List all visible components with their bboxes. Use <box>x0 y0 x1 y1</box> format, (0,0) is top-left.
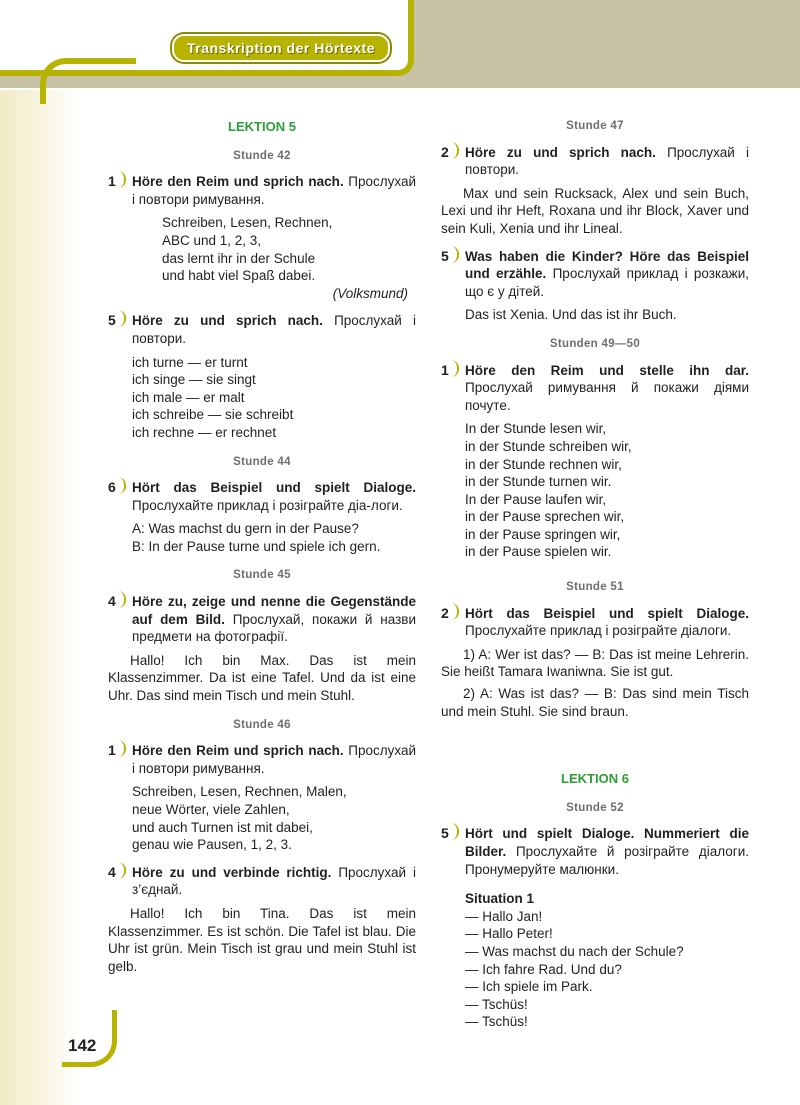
header-title-badge <box>172 34 390 62</box>
task-number: 1 <box>108 173 116 190</box>
stunde-46-heading: Stunde 46 <box>233 718 291 731</box>
dialog-line: — Tschüs! <box>465 996 528 1012</box>
poem-line: neue Wörter, viele Zahlen, <box>132 802 290 817</box>
poem-42 <box>108 214 416 302</box>
poem-line: in der Pause spielen wir. <box>465 544 612 560</box>
task-51-2 <box>441 605 749 640</box>
poem-source: (Volksmund) <box>332 285 408 301</box>
task-number: 5 <box>108 312 116 329</box>
task-46-4 <box>108 864 416 899</box>
text-51-1: 1) A: Wer ist das? — B: Das ist meine Lehrerin. Sie heißt Tamara Iwaniwna. Sie ist gut. <box>441 646 749 680</box>
task-instruction-uk: Прослухайте приклад і розіграйте діа-логи. <box>132 497 403 513</box>
poem-line: In der Stunde lesen wir, <box>465 421 607 437</box>
task-47-5 <box>441 248 749 301</box>
task-instruction-uk: Прослухайте й розіграйте діалоги. Пронумеруйте малюнки. <box>465 844 749 877</box>
task-instruction-de: Was haben die Kinder? Höre das Beispiel und erzähle. <box>465 248 749 282</box>
word-line: ich turne — er turnt <box>132 354 248 370</box>
stunde-52-heading: Stunde 52 <box>566 801 624 814</box>
task-number: 6 <box>108 479 116 496</box>
stunde-42-heading: Stunde 42 <box>233 149 291 162</box>
dialog-line: — Tschüs! <box>465 1014 528 1030</box>
poem-line: in der Pause sprechen wir, <box>465 509 625 525</box>
header-decor-curve <box>40 58 136 104</box>
example-47: Das ist Xenia. Und das ist ihr Buch. <box>465 307 677 323</box>
task-instruction-de: Höre zu und sprich nach. <box>132 313 323 329</box>
stunde-47-heading: Stunde 47 <box>566 120 624 132</box>
stunde-45-heading: Stunde 45 <box>233 569 291 582</box>
text-47: Max und sein Rucksack, Alex und sein Buch, Lexi und ihr Heft, Roxana und ihr Block, Xaver und sein Kuli, Xenia und ihr Lineal. <box>441 185 749 236</box>
task-number: 2 <box>441 143 449 160</box>
lektion-6-heading: LEKTION 6 <box>561 771 629 787</box>
task-instruction-de: Höre den Reim und sprich nach. <box>132 743 344 759</box>
dialog-line: B: In der Pause turne und spiele ich gern. <box>132 538 381 554</box>
task-instruction-uk: Прослухай і з’єднай. <box>132 864 416 898</box>
poem-line: in der Pause springen wir, <box>465 526 621 542</box>
side-decoration-strip <box>0 90 80 1105</box>
task-46-1 <box>108 742 416 777</box>
dialog-line: — Hallo Jan! <box>465 908 543 924</box>
task-instruction-de: Höre zu, zeige und nenne die Gegenstände auf dem Bild. <box>132 594 416 627</box>
task-instruction-de: Hört das Beispiel und spielt Dialoge. <box>465 605 749 621</box>
task-number: 4 <box>108 863 116 880</box>
task-number: 5 <box>441 247 449 264</box>
text-45: Hallo! Ich bin Max. Das ist mein Klassenzimmer. Da ist eine Tafel. Und da ist eine Uhr. Das sind mein Tisch und mein Stuhl. <box>108 652 416 704</box>
task-instruction-de: Hört und spielt Dialoge. Nummeriert die Bilder. <box>465 826 749 859</box>
task-instruction-de: Höre zu und verbinde richtig. <box>132 864 332 880</box>
lektion-5-heading: LEKTION 5 <box>228 119 296 134</box>
dialog-line: — Ich fahre Rad. Und du? <box>465 961 622 977</box>
task-instruction-uk: Прослухай і повтори. <box>132 313 416 346</box>
task-instruction-de: Höre den Reim und stelle ihn dar. <box>465 362 749 378</box>
task-47-2 <box>441 144 749 179</box>
header-title: Transkription der Hörtexte <box>186 40 376 56</box>
task-number: 1 <box>441 361 449 378</box>
task-number: 1 <box>108 742 116 759</box>
task-instruction-uk: Прослухайте приклад і розіграйте діалоги. <box>465 623 732 639</box>
task-number: 5 <box>441 825 449 842</box>
poem-line: ABC und 1, 2, 3, <box>162 232 262 248</box>
poem-49-50 <box>441 420 749 561</box>
left-column <box>108 112 416 979</box>
poem-line: Schreiben, Lesen, Rechnen, <box>162 215 333 231</box>
dialog-line: — Ich spiele im Park. <box>465 979 593 995</box>
poem-46 <box>108 783 416 853</box>
right-column <box>441 112 749 1031</box>
task-instruction-de: Höre zu und sprich nach. <box>465 144 656 160</box>
task-instruction-uk: Прослухай римування й покажи діями почуте. <box>465 380 749 413</box>
task-42-5 <box>108 312 416 347</box>
poem-line: genau wie Pausen, 1, 2, 3. <box>132 837 292 853</box>
task-42-1 <box>108 173 416 208</box>
task-49-1 <box>441 362 749 415</box>
poem-line: In der Pause laufen wir, <box>465 491 607 507</box>
task-instruction-uk: Прослухай і повтори римування. <box>132 743 416 776</box>
stunden-49-50-heading: Stunden 49—50 <box>549 337 641 350</box>
task-number: 4 <box>108 593 116 610</box>
text-46: Hallo! Ich bin Tina. Das ist mein Klassenzimmer. Es ist schön. Die Tafel ist blau. Die Uhr ist grün. Mein Tisch ist grau und mein Stuhl ist gelb. <box>108 905 416 974</box>
poem-line: in der Stunde schreiben wir, <box>465 438 632 454</box>
stunde-51-heading: Stunde 51 <box>566 581 624 594</box>
poem-line: und habt viel Spaß dabei. <box>162 268 316 284</box>
task-44-6 <box>108 479 416 514</box>
poem-line: und auch Turnen ist mit dabei, <box>132 819 313 835</box>
task-instruction-uk: Прослухай, покажи й назви предмети на фотографії. <box>132 611 416 645</box>
task-instruction-uk: Прослухай і повтори римування. <box>132 174 416 207</box>
dialog-44 <box>108 520 416 555</box>
task-instruction-de: Höre den Reim und sprich nach. <box>132 174 344 190</box>
poem-line: das lernt ihr in der Schule <box>162 250 316 266</box>
page-number: 142 <box>68 1036 97 1055</box>
word-line: ich rechne — er rechnet <box>132 424 277 440</box>
word-list-42 <box>108 354 416 442</box>
task-instruction-de: Hört das Beispiel und spielt Dialoge. <box>132 480 416 496</box>
word-line: ich male — er malt <box>132 389 245 405</box>
poem-line: Schreiben, Lesen, Rechnen, Malen, <box>132 784 347 800</box>
task-52-5 <box>441 825 749 878</box>
task-instruction-uk: Прослухай і повтори. <box>465 144 749 178</box>
stunde-44-heading: Stunde 44 <box>233 455 291 468</box>
word-line: ich singe — sie singt <box>132 372 256 388</box>
dialog-line: — Hallo Peter! <box>465 926 553 942</box>
situation-title: Situation 1 <box>465 891 535 907</box>
situation-1 <box>441 890 749 1031</box>
task-45-4 <box>108 593 416 646</box>
poem-line: in der Stunde turnen wir. <box>465 474 612 490</box>
task-instruction-uk: Прослухай приклад і розкажи, що є у дітей. <box>465 266 750 299</box>
text-51-2: 2) A: Was ist das? — B: Das sind mein Tisch und mein Stuhl. Sie sind braun. <box>441 686 749 719</box>
dialog-line: A: Was machst du gern in der Pause? <box>132 521 359 537</box>
dialog-line: — Was machst du nach der Schule? <box>465 943 684 959</box>
task-number: 2 <box>441 604 449 621</box>
word-line: ich schreibe — sie schreibt <box>132 407 294 423</box>
poem-line: in der Stunde rechnen wir, <box>465 456 622 472</box>
